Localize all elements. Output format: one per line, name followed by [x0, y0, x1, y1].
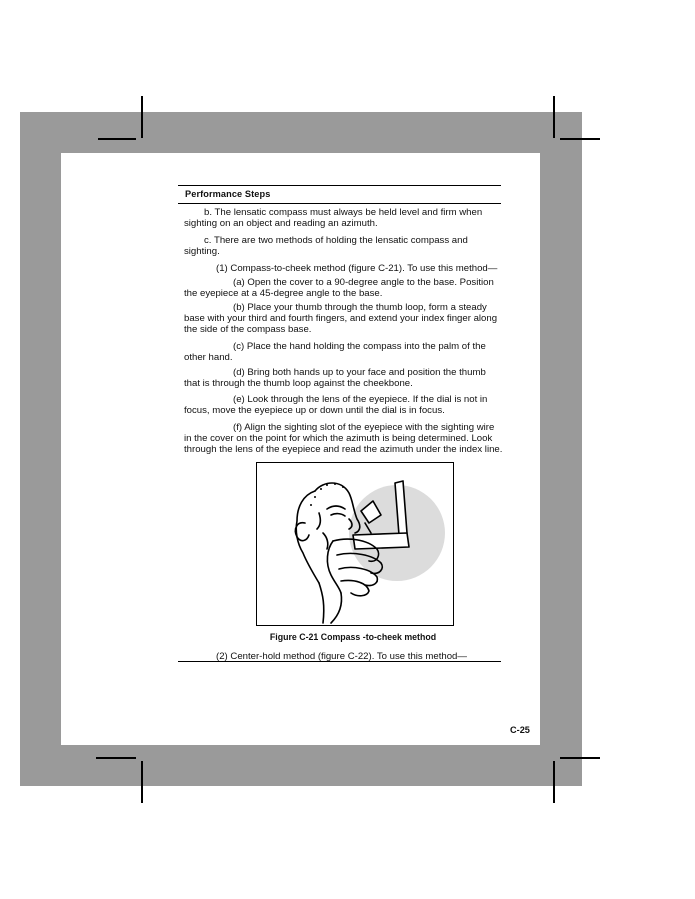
- figure-c21-illustration: [256, 462, 454, 626]
- para-line: through the lens of the eyepiece and read the azimuth under the index line.: [184, 444, 503, 455]
- para-line: (f) Align the sighting slot of the eyepiece with the sighting wire: [233, 422, 495, 433]
- para-line: sighting on an object and reading an azimuth.: [184, 218, 378, 229]
- para-line: (1) Compass-to-cheek method (figure C-21). To use this method—: [216, 263, 498, 274]
- para-line: the side of the compass base.: [184, 324, 312, 335]
- crop-mark-top-right-h: [560, 138, 600, 140]
- paragraph-b: [184, 207, 524, 229]
- step-f: [184, 422, 524, 455]
- para-line: (b) Place your thumb through the thumb loop, form a steady: [233, 302, 487, 313]
- crop-mark-top-left-v: [141, 96, 143, 138]
- para-line: the eyepiece at a 45-degree angle to the base.: [184, 288, 383, 299]
- step-c: [184, 341, 524, 363]
- crop-mark-bottom-left-v: [141, 761, 143, 803]
- para-line: in the cover on the point for which the azimuth is being determined. Look: [184, 433, 493, 444]
- para-line: (c) Place the hand holding the compass into the palm of the: [233, 341, 486, 352]
- step-b: [184, 302, 524, 335]
- crop-mark-top-left-h: [98, 138, 136, 140]
- crop-mark-top-right-v: [553, 96, 555, 138]
- para-line: b. The lensatic compass must always be held level and firm when: [204, 207, 483, 218]
- bottom-rule: [178, 661, 501, 662]
- para-line: focus, move the eyepiece up or down until the dial is in focus.: [184, 405, 445, 416]
- performance-steps-header: [178, 185, 501, 204]
- para-line: (e) Look through the lens of the eyepiece. If the dial is not in: [233, 394, 488, 405]
- para-line: other hand.: [184, 352, 233, 363]
- header-title: Performance Steps: [185, 189, 271, 199]
- step-d: [184, 367, 524, 389]
- page-number: C-25: [510, 725, 530, 735]
- crop-mark-bottom-left-h: [96, 757, 136, 759]
- para-line: base with your third and fourth fingers, and extend your index finger along: [184, 313, 498, 324]
- figure-caption: Figure C-21 Compass -to-cheek method: [269, 632, 437, 642]
- compass-to-cheek-drawing: [257, 463, 453, 625]
- crop-mark-bottom-right-h: [560, 757, 600, 759]
- para-line: (d) Bring both hands up to your face and position the thumb: [233, 367, 486, 378]
- para-line: that is through the thumb loop against the cheekbone.: [184, 378, 413, 389]
- para-line: sighting.: [184, 246, 220, 257]
- para-line: (a) Open the cover to a 90-degree angle to the base. Position: [233, 277, 494, 288]
- para-line: c. There are two methods of holding the lensatic compass and: [204, 235, 468, 246]
- para-line: (2) Center-hold method (figure C-22). To use this method—: [216, 651, 467, 662]
- step-1: [184, 263, 524, 274]
- crop-mark-bottom-right-v: [553, 761, 555, 803]
- step-a: [184, 277, 524, 299]
- step-e: [184, 394, 524, 416]
- paragraph-c: [184, 235, 524, 257]
